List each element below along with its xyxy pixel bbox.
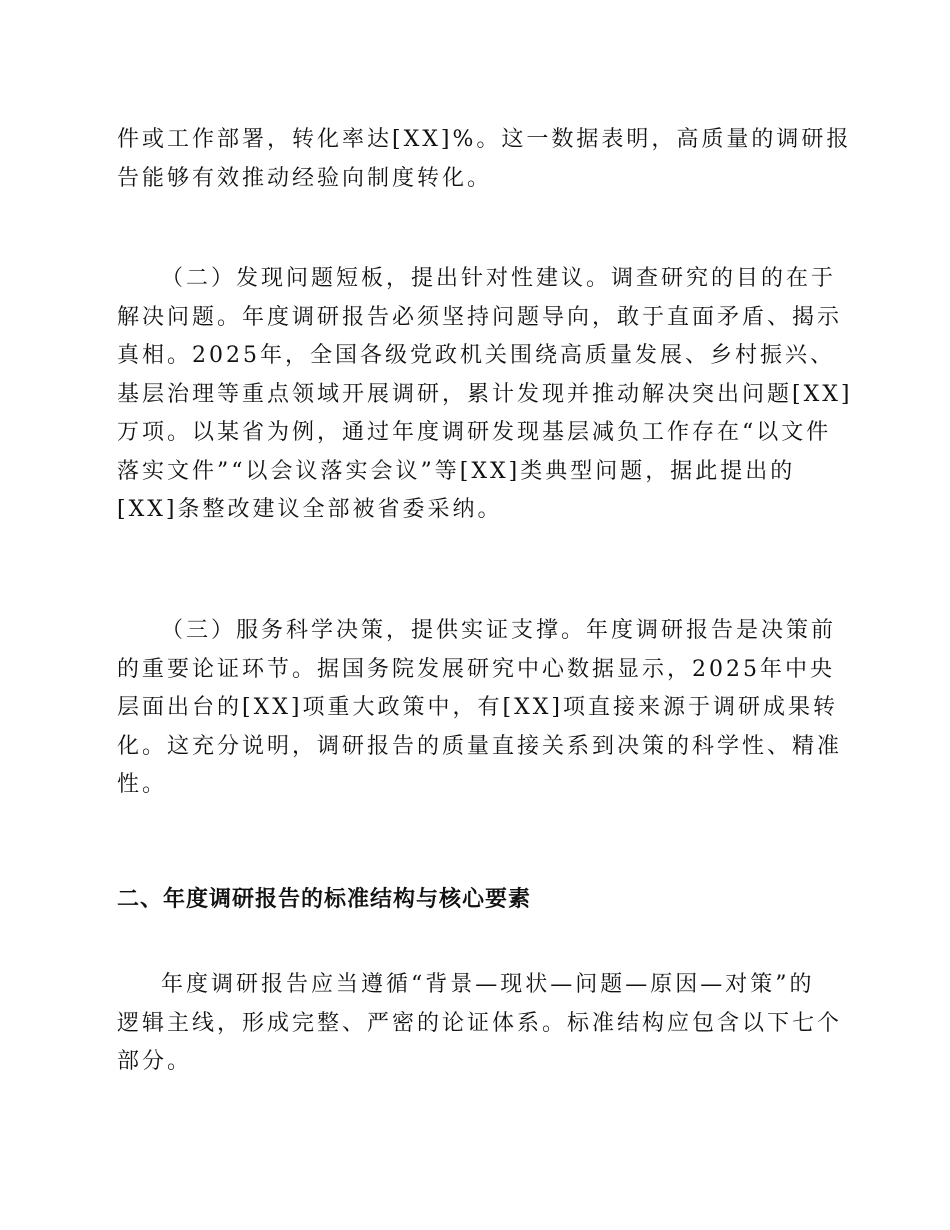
- paragraph-report-structure: [117, 966, 843, 1082]
- section-heading: 二、年度调研报告的标准结构与核心要素: [117, 887, 532, 912]
- paragraph-line: 解决问题。年度调研报告必须坚持问题导向，敢于直面矛盾、揭示: [117, 304, 843, 330]
- paragraph-line: 化。这充分说明，调研报告的质量直接关系到决策的科学性、精准: [117, 733, 843, 759]
- paragraph-line: 基层治理等重点领域开展调研，累计发现并推动解决突出问题[XX]: [117, 381, 853, 407]
- paragraph-line: （三）服务科学决策，提供实证支撑。年度调研报告是决策前: [161, 618, 837, 643]
- paragraph-line: （二）发现问题短板，提出针对性建议。调查研究的目的在于: [161, 266, 837, 291]
- paragraph-line: 落实文件”“以会议落实会议”等[XX]类典型问题，据此提出的: [117, 458, 796, 484]
- paragraph-line: [XX]条整改建议全部被省委采纳。: [117, 497, 503, 522]
- paragraph-serve-decisions: [117, 612, 843, 805]
- paragraph-line: 性。: [117, 772, 168, 797]
- paragraph-line: 逻辑主线，形成完整、严密的论证体系。标准结构应包含以下七个: [117, 1010, 843, 1036]
- paragraph-conversion-rate: [117, 121, 852, 198]
- paragraph-line: 的重要论证环节。据国务院发展研究中心数据显示，2025年中央: [117, 656, 835, 682]
- paragraph-find-problems: [117, 260, 853, 530]
- paragraph-line: 告能够有效推动经验向制度转化。: [117, 165, 493, 191]
- paragraph-line: 部分。: [117, 1049, 193, 1074]
- paragraph-line: 真相。2025年，全国各级党政机关围绕高质量发展、乡村振兴、: [117, 343, 835, 368]
- paragraph-line: 件或工作部署，转化率达[XX]%。这一数据表明，高质量的调研报: [117, 127, 852, 152]
- paragraph-line: 年度调研报告应当遵循“背景—现状—问题—原因—对策”的: [161, 972, 815, 997]
- paragraph-line: 万项。以某省为例，通过年度调研发现基层减负工作存在“以文件: [117, 420, 832, 445]
- paragraph-line: 层面出台的[XX]项重大政策中，有[XX]项直接来源于调研成果转: [117, 695, 838, 720]
